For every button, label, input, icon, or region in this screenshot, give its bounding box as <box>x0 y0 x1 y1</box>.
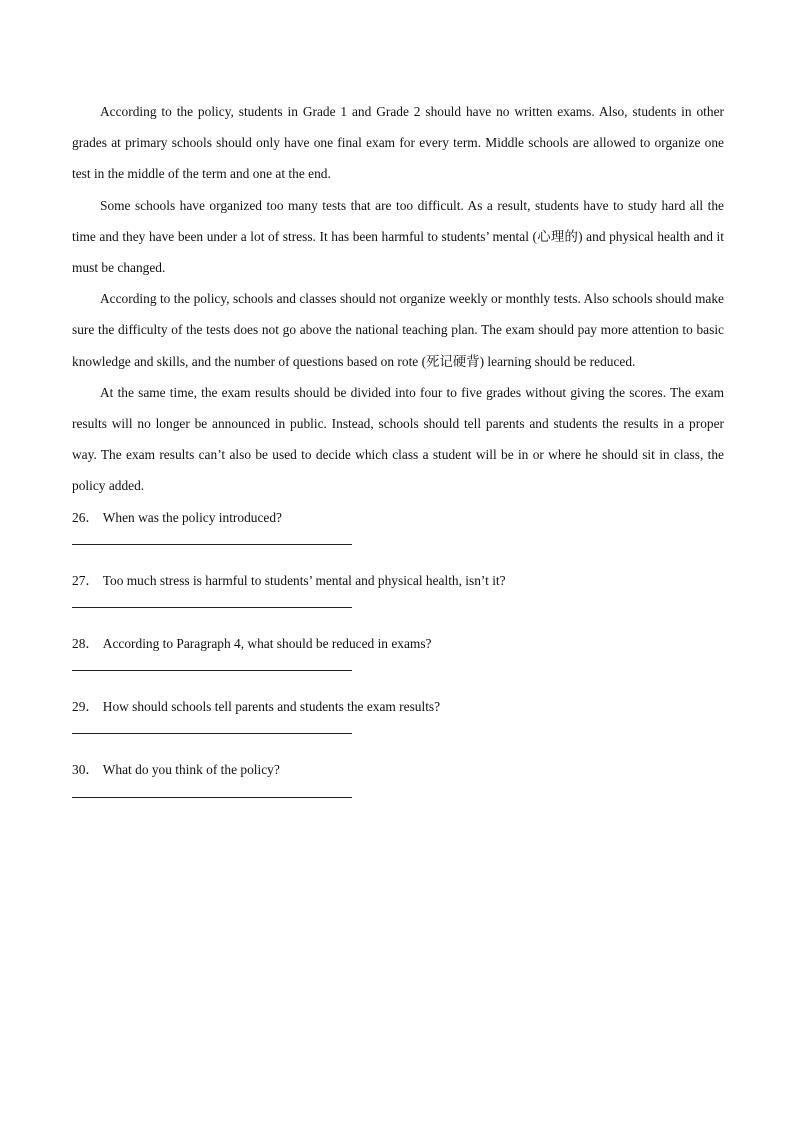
question-text: How should schools tell parents and students the exam results? <box>102 699 441 715</box>
question-28 <box>72 628 724 671</box>
question-number: 29． <box>72 699 99 715</box>
question-30 <box>72 754 724 797</box>
worksheet-page <box>72 96 724 818</box>
passage-paragraph-3: According to the policy, schools and classes should not organize weekly or monthly tests. Also schools should make sure the difficulty of the tests does not go above the national teaching plan. The exam should pay more attention to basic knowledge and skills, and the number of questions based on rote (死记硬背) learning should be reduced. <box>72 291 724 369</box>
question-text: Too much stress is harmful to students’ mental and physical health, isn’t it? <box>102 572 506 588</box>
passage-paragraph-4: At the same time, the exam results should be divided into four to five grades without giving the scores. The exam results will no longer be announced in public. Instead, schools should tell parents and students the results in a proper way. The exam results can’t also be used to decide which class a student will be in or where he should sit in class, the policy added. <box>72 384 724 494</box>
question-26 <box>72 502 724 545</box>
question-29 <box>72 691 724 734</box>
passage-paragraph-2: Some schools have organized too many tests that are too difficult. As a result, students have to study hard all the time and they have been under a lot of stress. It has been harmful to students’ mental (心理的) and physical health and it must be changed. <box>72 197 724 276</box>
question-number: 27． <box>72 572 99 588</box>
question-27 <box>72 565 724 608</box>
question-number: 28． <box>72 636 99 652</box>
reading-passage <box>72 96 724 502</box>
passage-paragraph-1: According to the policy, students in Grade 1 and Grade 2 should have no written exams. Also, students in other grades at primary schools should only have one final exam for every term. Middle schools are allowed to organize one test in the middle of the term and one at the end. <box>72 104 724 182</box>
question-number: 30． <box>72 762 99 778</box>
question-number: 26． <box>72 509 99 525</box>
question-text: When was the policy introduced? <box>102 509 283 525</box>
question-text: What do you think of the policy? <box>102 762 280 778</box>
question-list <box>72 502 724 798</box>
question-text: According to Paragraph 4, what should be reduced in exams? <box>102 636 432 652</box>
